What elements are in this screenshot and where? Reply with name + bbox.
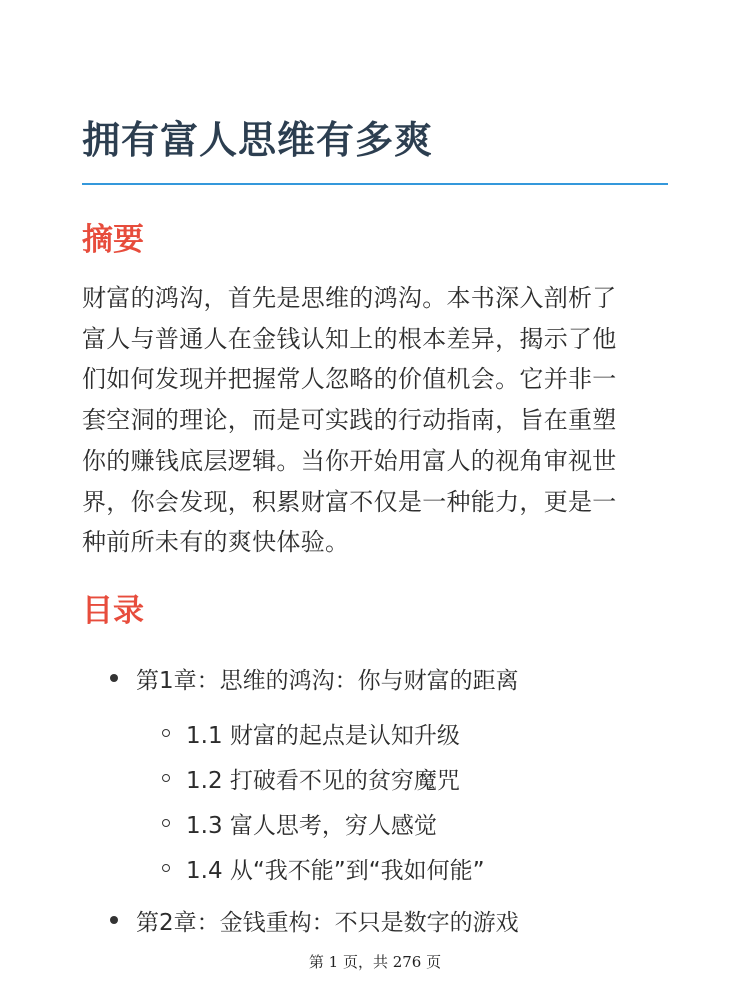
toc-chapter-label: 第1章：思维的鸿沟：你与财富的距离 [136, 667, 519, 694]
summary-line: 种前所未有的爽快体验。 [82, 528, 350, 557]
summary-line: 套空洞的理论，而是可实践的行动指南，旨在重塑 [82, 406, 617, 435]
bullet-circle-icon [162, 864, 170, 872]
toc-heading: 目录 [82, 593, 144, 629]
toc-chapter-2[interactable] [110, 898, 519, 942]
summary-paragraph [82, 278, 672, 563]
summary-line: 你的赚钱底层逻辑。当你开始用富人的视角审视世 [82, 446, 617, 475]
toc-section-1-1[interactable] [162, 711, 460, 755]
bullet-circle-icon [162, 819, 170, 827]
toc-section-1-4[interactable] [162, 846, 485, 890]
title-divider [82, 183, 668, 185]
summary-line: 富人与普通人在金钱认知上的根本差异，揭示了他 [82, 324, 617, 353]
document-title: 拥有富人思维有多爽 [82, 118, 434, 162]
toc-section-1-2[interactable] [162, 756, 460, 800]
toc-section-label: 1.4 从“我不能”到“我如何能” [186, 857, 485, 884]
toc-section-1-3[interactable] [162, 801, 437, 845]
bullet-circle-icon [162, 774, 170, 782]
summary-line: 界，你会发现，积累财富不仅是一种能力，更是一 [82, 487, 617, 516]
toc-chapter-1[interactable] [110, 656, 519, 700]
bullet-disc-icon [110, 674, 118, 682]
summary-heading: 摘要 [82, 222, 144, 258]
summary-line: 财富的鸿沟，首先是思维的鸿沟。本书深入剖析了 [82, 284, 617, 312]
toc-section-label: 1.2 打破看不见的贫穷魔咒 [186, 767, 460, 794]
bullet-disc-icon [110, 916, 118, 924]
toc-chapter-label: 第2章：金钱重构：不只是数字的游戏 [136, 909, 519, 936]
toc-section-label: 1.1 财富的起点是认知升级 [186, 722, 460, 749]
page-number-footer: 第 1 页，共 276 页 [308, 953, 442, 971]
toc-section-label: 1.3 富人思考，穷人感觉 [186, 812, 437, 839]
summary-line: 们如何发现并把握常人忽略的价值机会。它并非一 [82, 365, 617, 394]
bullet-circle-icon [162, 729, 170, 737]
